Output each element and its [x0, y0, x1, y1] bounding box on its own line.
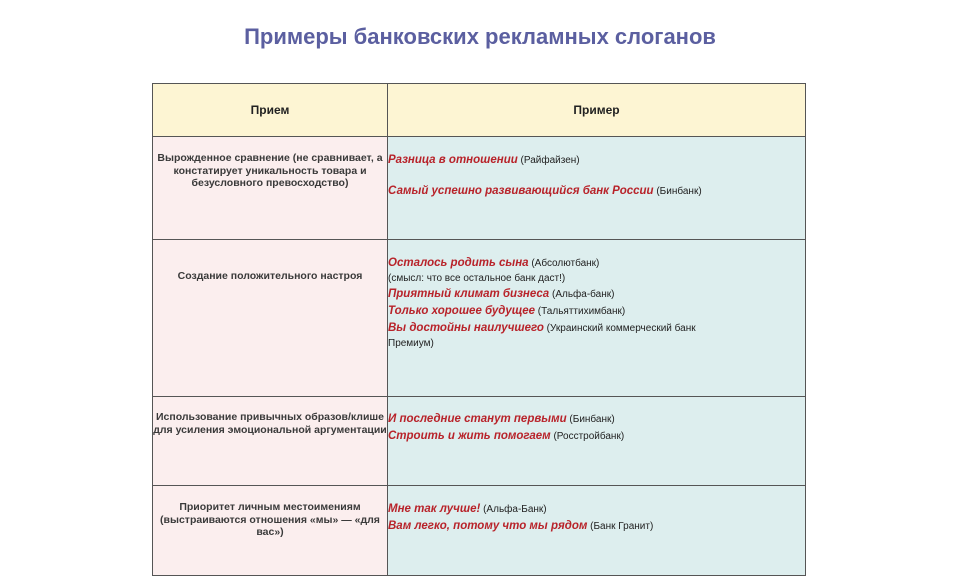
example-line — [388, 286, 805, 303]
example-line — [388, 183, 805, 200]
example-line — [388, 255, 805, 272]
bank-name: (Бинбанк) — [653, 186, 702, 197]
examples-cell — [388, 486, 806, 576]
bank-name: (Украинский коммерческий банк — [543, 323, 696, 334]
slogan-text: Вы достойны наилучшего — [388, 322, 544, 334]
table-header-row — [153, 84, 806, 137]
explanation-note: (смысл: что все остальное банк даст!) — [388, 273, 566, 284]
example-line — [388, 518, 805, 535]
examples-cell — [388, 240, 806, 397]
method-cell: Вырожденное сравнение (не сравнивает, а констатирует уникальность товара и безусловного превосходство) — [153, 137, 388, 240]
slogan-text: Вам легко, потому что мы рядом — [388, 520, 588, 532]
bank-name: (Банк Гранит) — [587, 521, 654, 532]
example-line — [388, 320, 805, 337]
bank-name: (Райфайзен) — [517, 155, 580, 166]
slogans-table — [152, 83, 806, 576]
slide-title: Примеры банковских рекламных слоганов — [244, 24, 716, 49]
bank-name-continuation: Премиум) — [388, 338, 434, 349]
slogan-text: Разница в отношении — [388, 154, 518, 166]
example-line — [388, 428, 805, 445]
method-cell: Создание положительного настроя — [153, 240, 388, 397]
example-line — [388, 152, 805, 169]
bank-name: (Тальяттихимбанк) — [535, 306, 626, 317]
bank-name: (Бинбанк) — [566, 414, 615, 425]
examples-cell — [388, 397, 806, 486]
slogan-text: Осталось родить сына — [388, 257, 529, 269]
example-line — [388, 303, 805, 320]
method-cell: Использование привычных образов/клише для усиления эмоциональной аргументации — [153, 397, 388, 486]
slogan-text: Только хорошее будущее — [388, 305, 536, 317]
slogan-text: Строить и жить помогаем — [388, 430, 551, 442]
examples-cell — [388, 137, 806, 240]
slogan-text: И последние станут первыми — [388, 413, 567, 425]
table-row — [153, 486, 806, 576]
table-row — [153, 137, 806, 240]
method-cell: Приоритет личным местоимениям (выстраиваются отношения «мы» — «для вас») — [153, 486, 388, 576]
slogan-text: Мне так лучше! — [388, 503, 481, 515]
slogan-text: Приятный климат бизнеса — [388, 288, 550, 300]
bank-name: (Альфа-Банк) — [480, 504, 547, 515]
example-line — [388, 411, 805, 428]
bank-name: (Росстройбанк) — [550, 431, 625, 442]
slogan-text: Самый успешно развивающийся банк России — [388, 185, 654, 197]
header-method: Прием — [153, 84, 388, 137]
header-example: Пример — [388, 84, 806, 137]
table-row — [153, 397, 806, 486]
bank-name: (Альфа-банк) — [549, 289, 615, 300]
bank-name: (Абсолютбанк) — [528, 258, 600, 269]
example-line — [388, 501, 805, 518]
table-row — [153, 240, 806, 397]
